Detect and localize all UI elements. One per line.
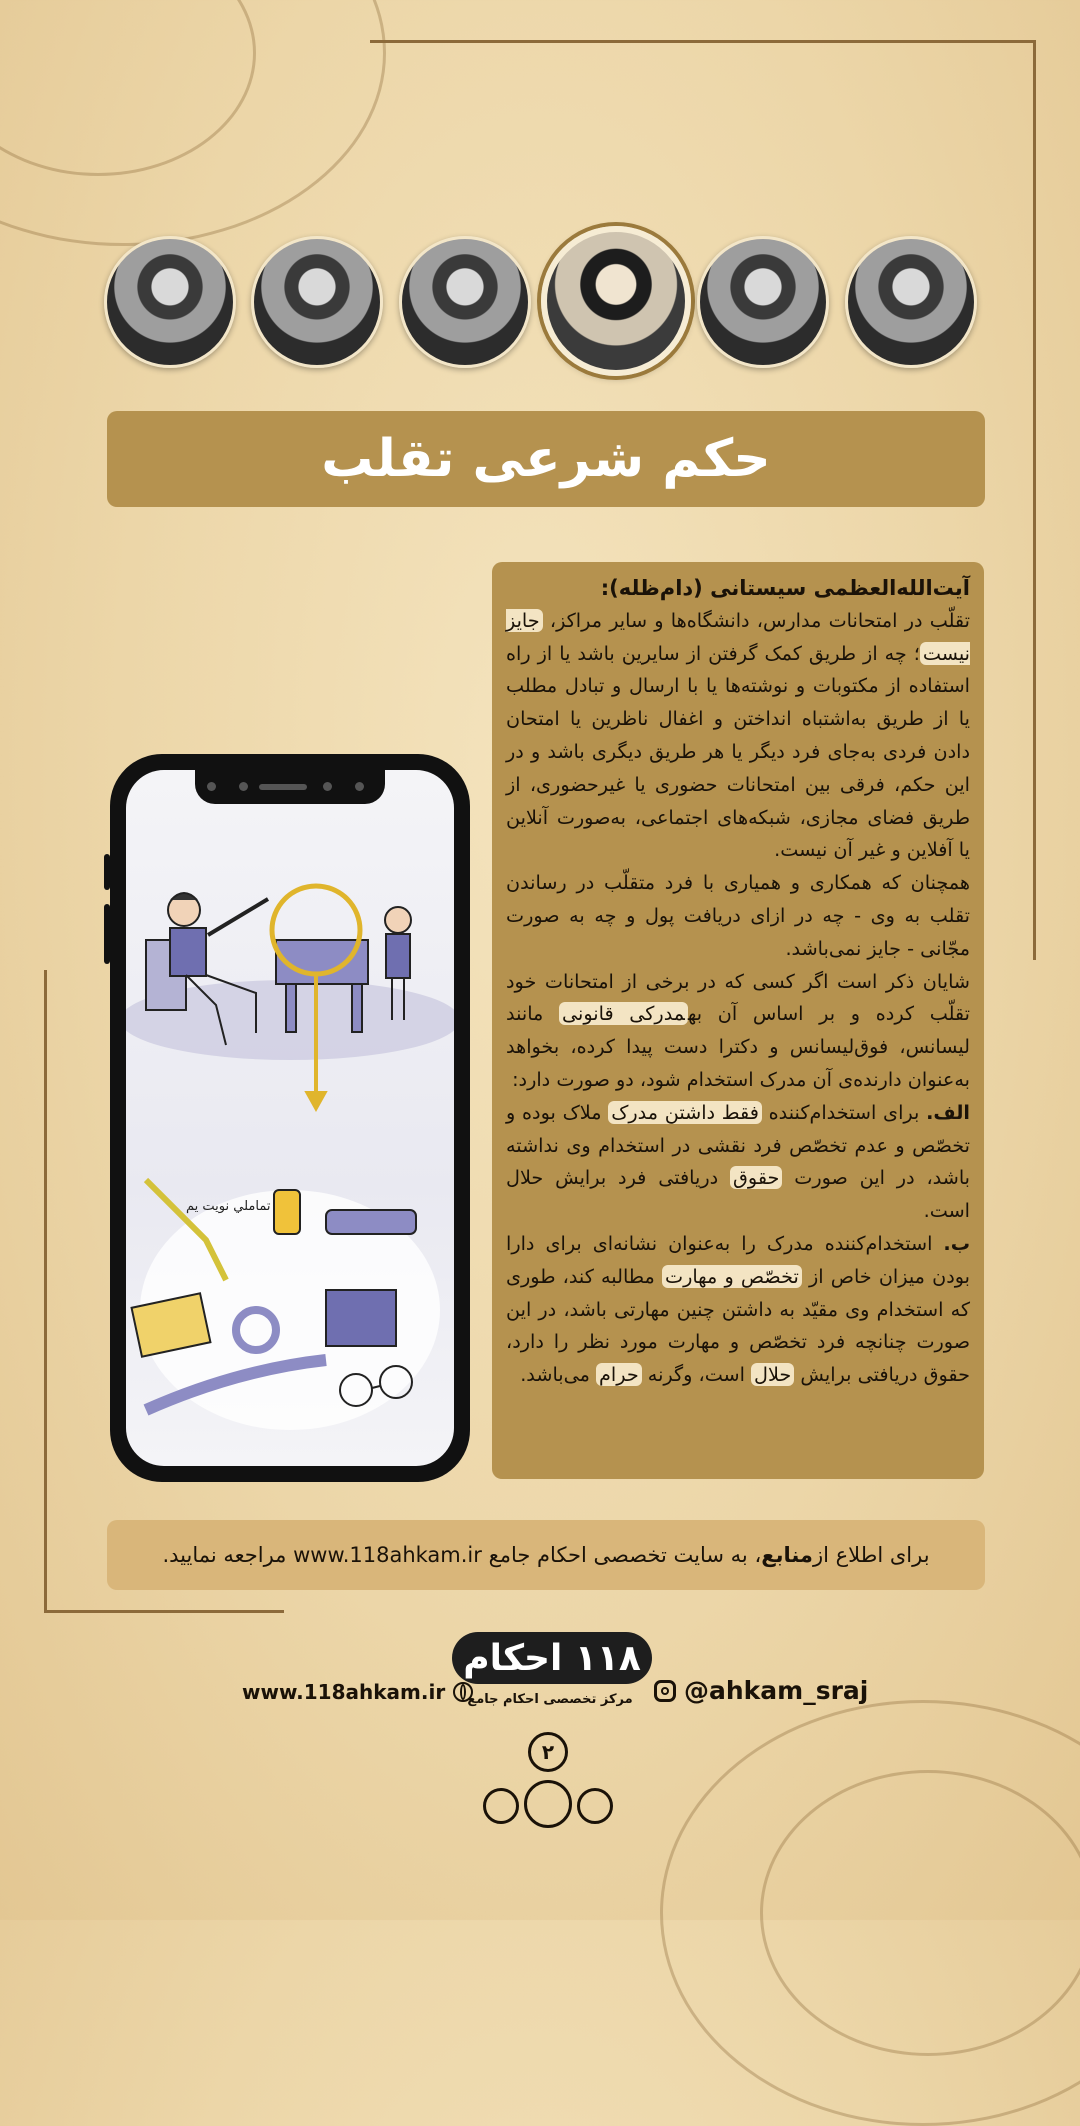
scholar-portrait-5 xyxy=(697,236,829,368)
title-banner xyxy=(107,411,985,507)
highlight-not-permitted: جایز نیست xyxy=(506,608,970,665)
ruling-paragraph-1: تقلّب در امتحانات مدارس، دانشگاه‌ها و سایر مراکز، جایز نیست؛ چه از طریق کمک گرفتن از سایرین باشد یا از راه استفاده از مکتوبات و نوشته‌ها یا با ارسال و تبادل مطلب یا از طریق به‌اشتباه انداختن و اغفال ناظرین یا امتحان دادن فردی به‌جای فرد دیگر یا هر طریق دیگری باشد و در این حکم، فرقی بین امتحانات حضوری یا غیرحضوری، از طریق فضای مجازی، شبکه‌های اجتماعی، به‌صورت آنلاین یا آفلاین و غیر آن نیست. xyxy=(506,608,970,862)
ruling-paragraph-3: شایان ذکر است اگر کسی که در برخی از امتحانات خود تقلّب کرده و بر اساس آن بهمدرکی قانونی مانند لیسانس، فوق‌لیسانس و دکترا دست پیدا کرده، بخواهد به‌عنوان دارنده‌ی آن مدرک استخدام شود، دو صورت دارد: xyxy=(506,969,970,1091)
footer xyxy=(0,1632,1080,1712)
highlight-legal-degree: مدرکی قانونی xyxy=(559,1002,688,1025)
page-dot-right xyxy=(577,1788,613,1824)
reference-bold-sources: منابع xyxy=(761,1543,813,1567)
brand-subtitle: مرکز تخصصی احکام جامع xyxy=(467,1692,633,1707)
ruling-text-box xyxy=(492,562,984,1479)
website-link[interactable]: www.118ahkam.ir xyxy=(242,1680,473,1704)
scholar-portrait-6 xyxy=(845,236,977,368)
frame-bottom-line xyxy=(44,1610,284,1613)
page-dot-left xyxy=(483,1788,519,1824)
brand-logo: ۱۱۸ احکام xyxy=(452,1632,652,1684)
frame-left-line xyxy=(44,970,47,1610)
scholar-portraits-row xyxy=(0,232,1080,372)
scholar-portrait-3 xyxy=(399,236,531,368)
highlight-degree-only: فقط داشتن مدرک xyxy=(608,1101,762,1124)
ruling-paragraph-2: همچنان که همکاری و همیاری با فرد متقلّب در رساندن تقلب به وی - چه در ازای دریافت پول و چه به صورت مجّانی - جایز نمی‌باشد. xyxy=(506,871,970,960)
social-handle-link[interactable]: @ahkam_sraj xyxy=(654,1676,868,1705)
page-title: حکم شرعی تقلب xyxy=(321,429,771,489)
ruling-case-a: الف. برای استخدام‌کننده فقط داشتن مدرک ملاک بوده و تخصّص و عدم تخصّص فرد نقشی در استخدام وی نداشته باشد، در این صورت حقوق دریافتی فرد برایش حلال است. xyxy=(506,1100,971,1223)
ruling-case-b: ب. استخدام‌کننده مدرک را به‌عنوان نشانه‌ای برای دارا بودن میزان خاص از تخصّص و مهارت مطالبه کند، طوری که استخدام وی مقیّد به داشتن چنین مهارتی باشد، در این صورت چنانچه فرد تخصّص و مهارت مورد نظر را دارد، حقوق دریافتی برایش حلال است، وگرنه حرام می‌باشد. xyxy=(506,1231,970,1387)
page-number: ۲ xyxy=(528,1732,568,1772)
phone-screen xyxy=(126,770,454,1466)
phone-volume-button xyxy=(104,904,110,964)
scholar-portrait-2 xyxy=(251,236,383,368)
frame-top-line xyxy=(370,40,1036,43)
frame-right-line xyxy=(1033,40,1036,960)
highlight-haram: حرام xyxy=(596,1363,642,1386)
scholar-portrait-featured xyxy=(541,226,691,376)
mandala-bottom-right-inner-decoration xyxy=(760,1770,1080,2056)
reference-note: برای اطلاع از منابع ، به سایت تخصصی احکام جامع www.118ahkam.ir مراجعه نمایید. xyxy=(107,1520,985,1590)
ruling-heading: آیت‌الله‌العظمی سیستانی (دام‌ظله): xyxy=(600,576,970,600)
gadget-note-label: تماملي نويت يم xyxy=(186,1199,271,1214)
highlight-halal: حلال xyxy=(751,1363,794,1386)
highlight-expertise: تخصّص و مهارت xyxy=(662,1265,802,1288)
page-dots xyxy=(483,1780,613,1830)
phone-illustration xyxy=(110,754,470,1482)
instagram-icon xyxy=(654,1680,676,1702)
cheating-cartoon xyxy=(126,770,454,1466)
page-dot-center xyxy=(524,1780,572,1828)
globe-icon xyxy=(453,1682,473,1702)
phone-side-button xyxy=(104,854,110,890)
scholar-portrait-1 xyxy=(104,236,236,368)
highlight-salary: حقوق xyxy=(730,1166,782,1189)
